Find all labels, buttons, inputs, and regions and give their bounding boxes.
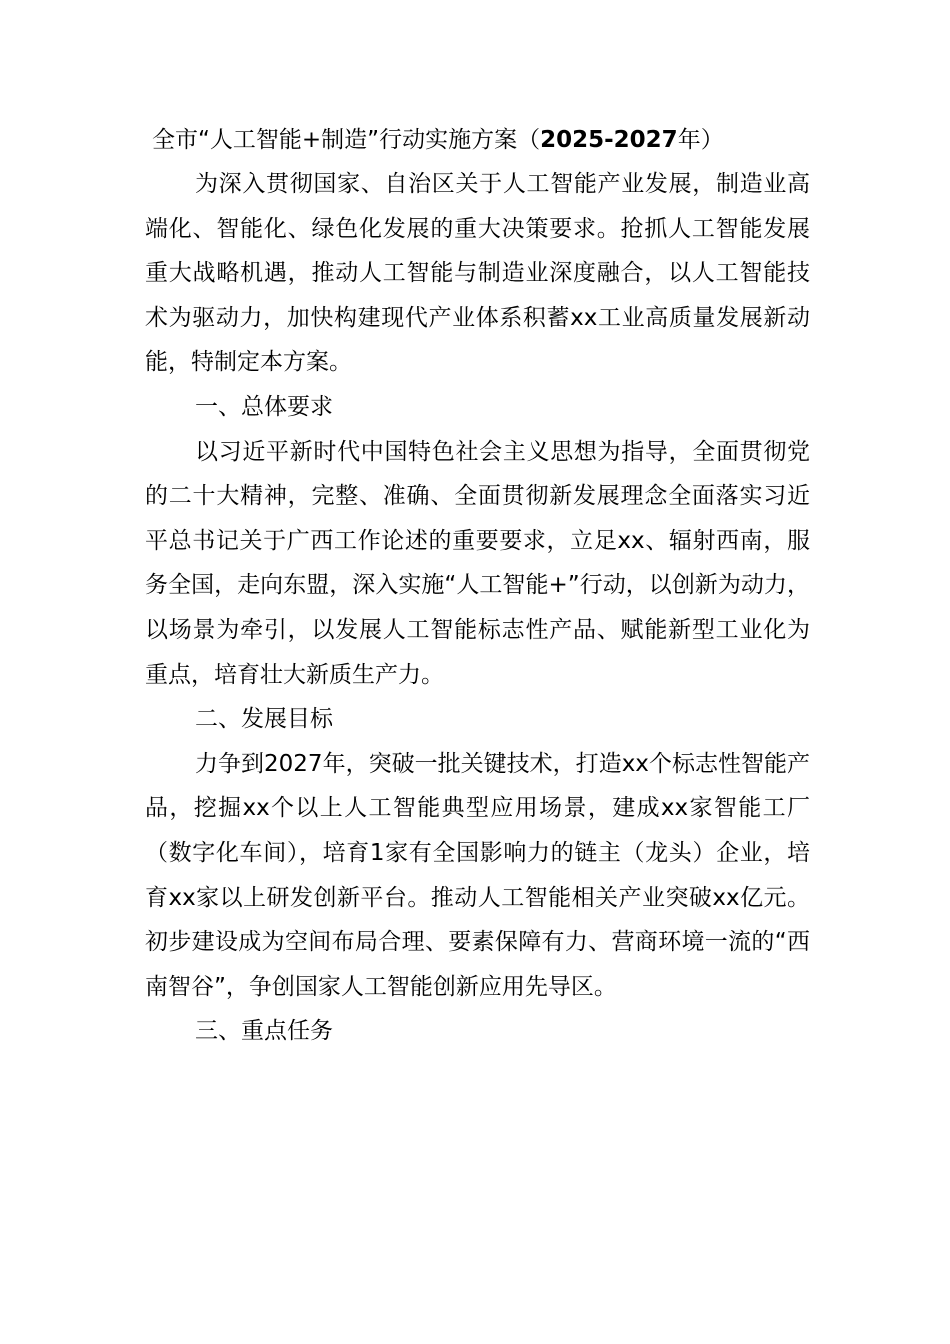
section-heading-key-tasks: 三、重点任务: [195, 1018, 333, 1045]
section-body-development-goals: 力争到2027年，突破一批关键技术，打造xx个标志性智能产品，挖掘xx个以上人工智能典型应用场景，建成xx家智能工厂（数字化车间），培育1家有全国影响力的链主（龙头）企业，培育xx家以上研发创新平台。推动人工智能相关产业突破xx亿元。初步建设成为空间布局合理、要素保障有力、营商环境一流的“西南智谷”，争创国家人工智能创新应用先导区。: [145, 750, 810, 1000]
section-heading-overall-requirements: 一、总体要求: [195, 393, 333, 420]
title-years: 2025-2027: [540, 127, 678, 153]
section-body-overall-requirements: 以习近平新时代中国特色社会主义思想为指导，全面贯彻党的二十大精神，完整、准确、全面贯彻新发展理念全面落实习近平总书记关于广西工作论述的重要要求，立足xx、辐射西南，服务全国，走向东盟，深入实施“人工智能+”行动，以创新为动力，以场景为牵引，以发展人工智能标志性产品、赋能新型工业化为重点，培育壮大新质生产力。: [145, 438, 810, 688]
title-lead: 全市“人工智能+制造”行动实施方案（: [152, 127, 541, 153]
intro-paragraph: 为深入贯彻国家、自治区关于人工智能产业发展，制造业高端化、智能化、绿色化发展的重大决策要求。抢抓人工智能发展重大战略机遇，推动人工智能与制造业深度融合，以人工智能技术为驱动力，加快构建现代产业体系积蓄xx工业高质量发展新动能，特制定本方案。: [145, 171, 810, 376]
title-tail: 年）: [677, 127, 724, 153]
section-heading-development-goals: 二、发展目标: [195, 706, 333, 733]
document-content: [145, 118, 810, 1054]
document-title: [145, 118, 810, 162]
